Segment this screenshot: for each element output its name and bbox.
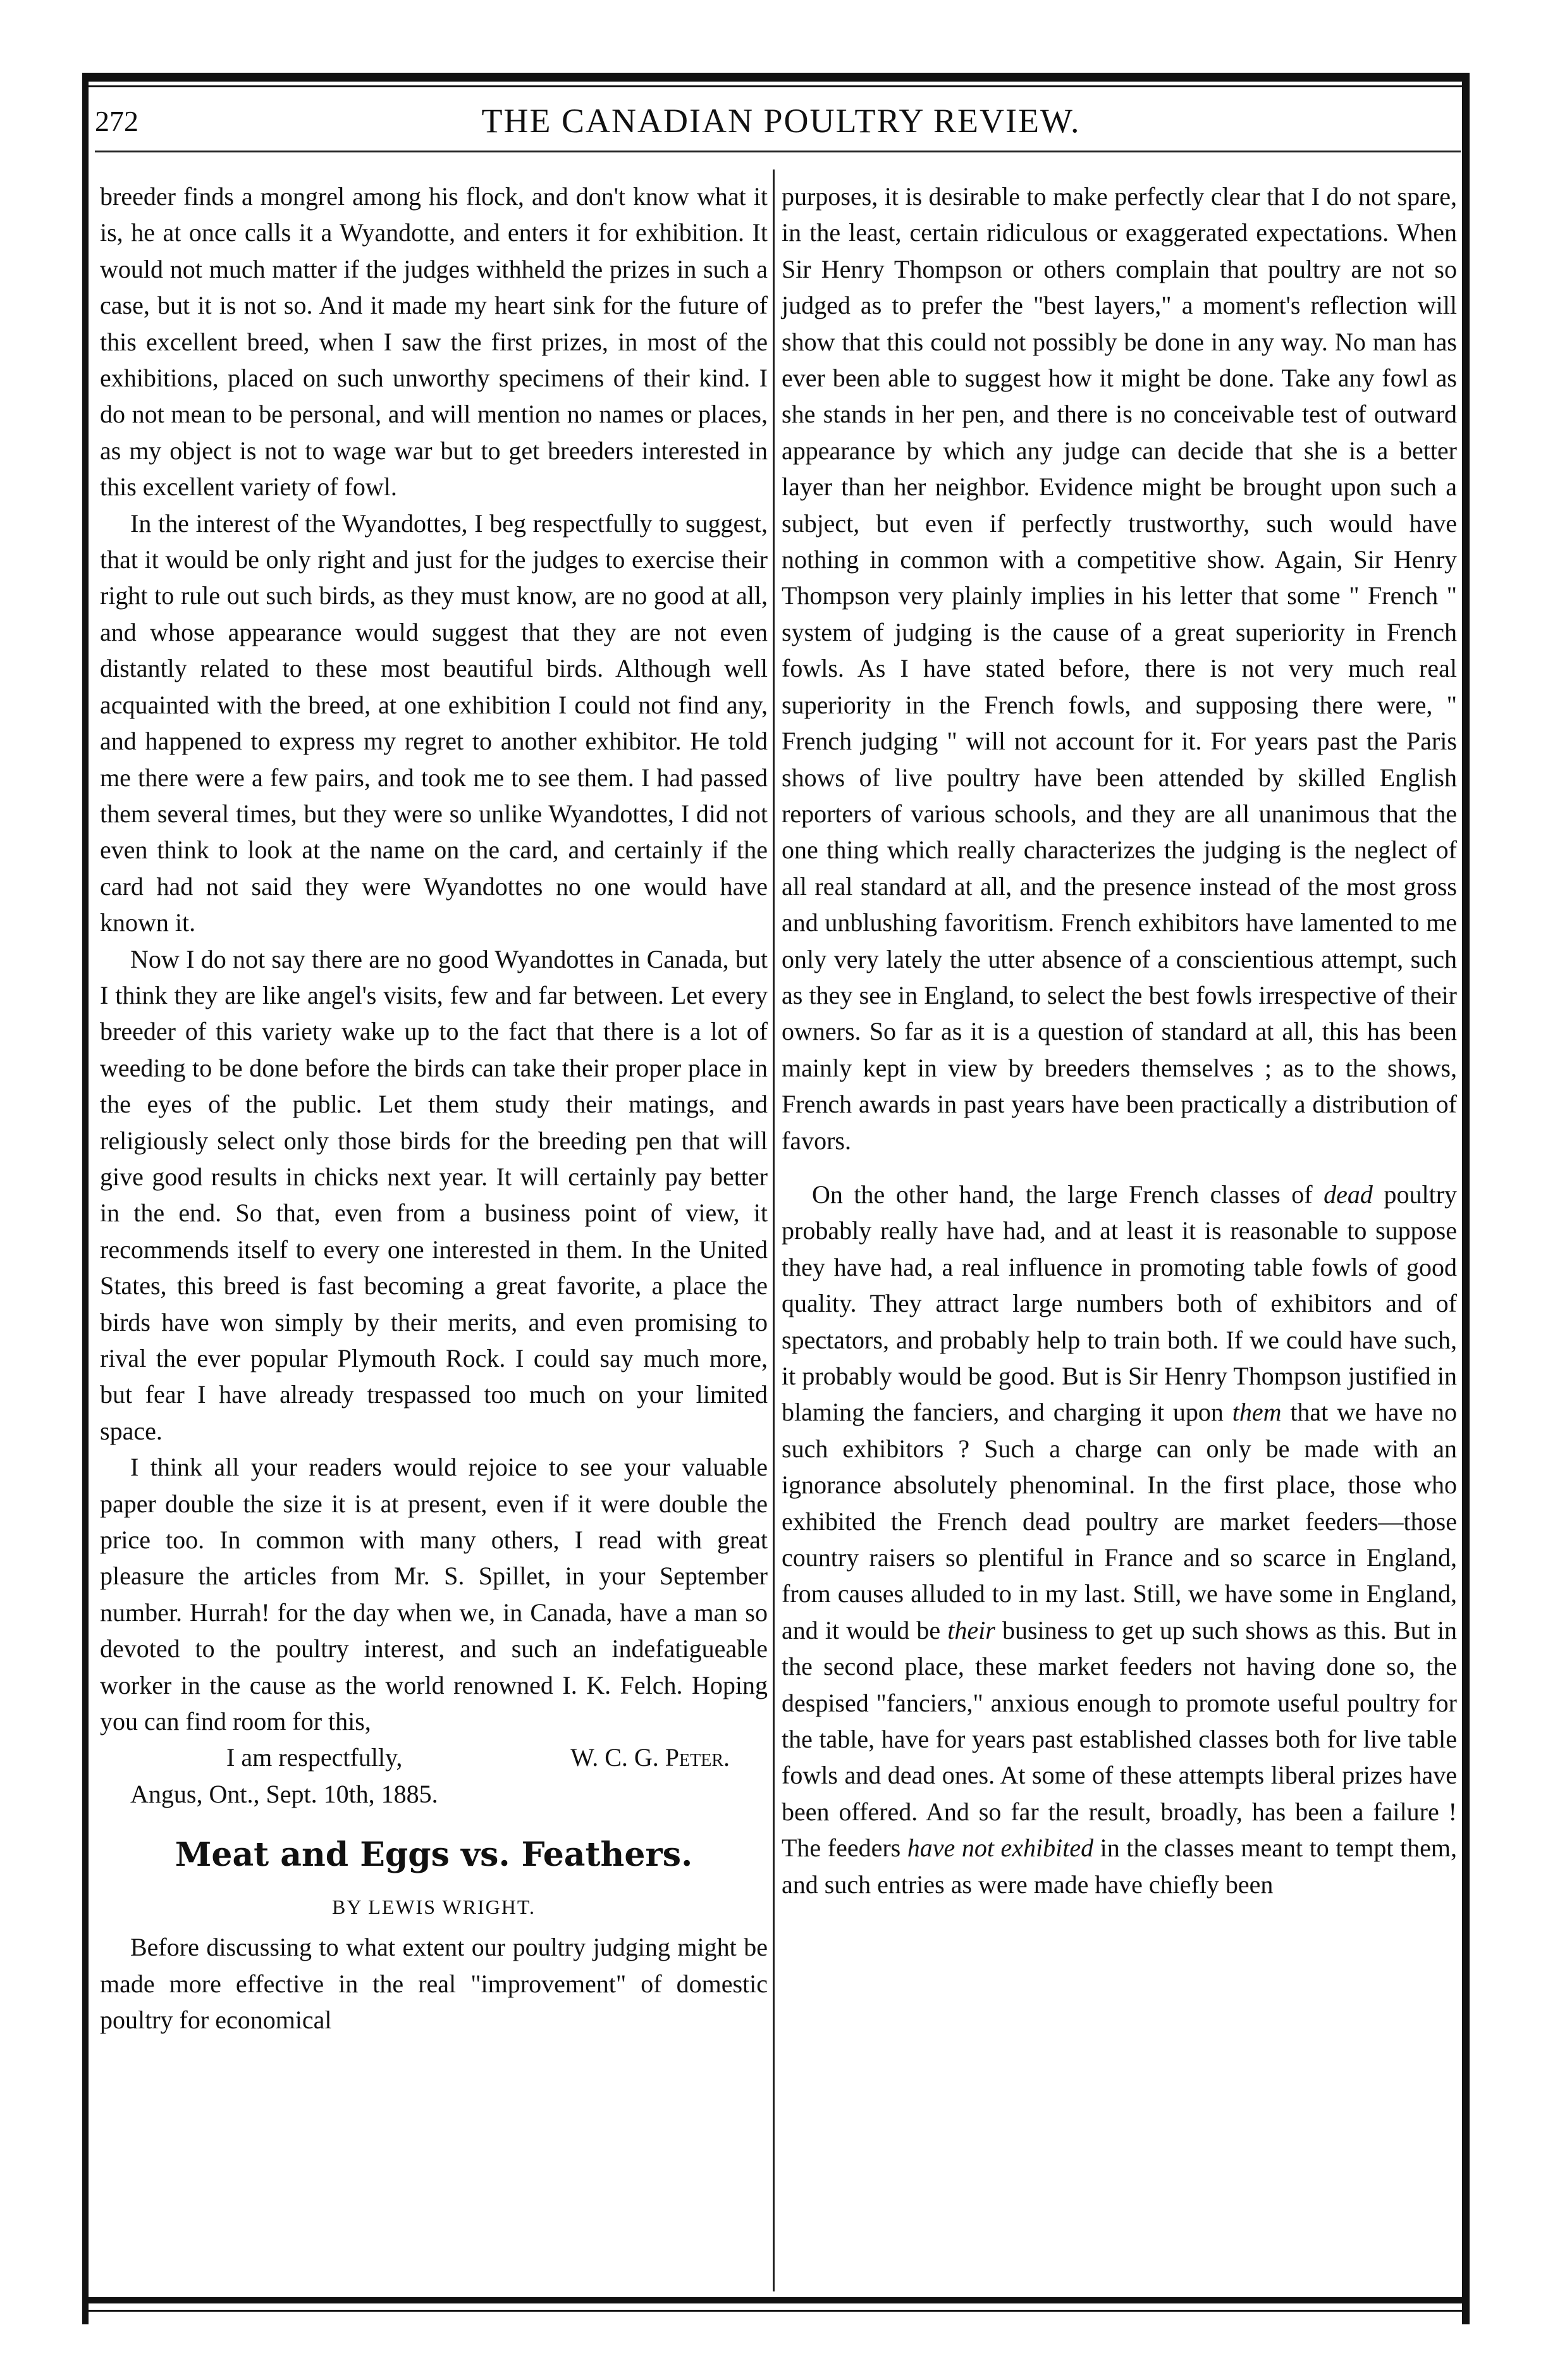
emphasis-text: have not exhibited bbox=[907, 1834, 1094, 1863]
article-paragraph bbox=[782, 1176, 1457, 1902]
text-run: poultry probably really have had, and at least it is reasonable to suppose they have had, a real influence in promoting table fowls of good quality. They attract large numbers both of exhibitors and of spectators, and probably help to train both. If we could have such, it probably would be good. But is Sir Henry Thompson justified in blaming the fanciers, and charging it upon bbox=[782, 1180, 1458, 1427]
top-border-rule bbox=[82, 73, 1467, 82]
text-run: business to get up such shows as this. But in the second place, these market feeders not having done so, the despised "fanciers," anxious enough to promote useful poultry for the table, have for years past established classes both for live table fowls and dead ones. At some of these attempts liberal prizes have been offered. And so far the result, broadly, has been a failure ! The feeders bbox=[782, 1615, 1458, 1863]
article-paragraph: Before discussing to what extent our poultry judging might be made more effective in the real "improvement" of domestic poultry for economical bbox=[100, 1933, 768, 2035]
text-run: in the classes meant to tempt them, and such entries as were made have chiefly been bbox=[782, 1834, 1457, 1899]
article-title: Meat and Eggs vs. Feathers. bbox=[175, 1835, 693, 1875]
right-border bbox=[1462, 73, 1470, 2324]
emphasis-text: their bbox=[947, 1615, 995, 1644]
letter-closing: I am respectfully, bbox=[226, 1743, 403, 1772]
text-run: On the other hand, the large French classes of bbox=[812, 1180, 1324, 1209]
journal-title: THE CANADIAN POULTRY REVIEW. bbox=[481, 102, 1081, 140]
paragraph-gap bbox=[782, 1159, 1457, 1176]
emphasis-text: dead bbox=[1324, 1180, 1373, 1209]
right-column bbox=[782, 178, 1457, 1902]
emphasis-text: them bbox=[1232, 1398, 1282, 1427]
bottom-border-thin bbox=[82, 2310, 1470, 2312]
letter-signature: W. C. G. Peter. bbox=[570, 1743, 730, 1772]
text-run: that we have no such exhibitors ? Such a charge can only be made with an ignorance absolutely phenominal. In the first place, those who exhibited the French dead poultry are market feeders—those country raisers so plentiful in France and so scarce in England, from causes alluded to in my last. Still, we have some in England, and it would be bbox=[782, 1398, 1457, 1644]
bottom-border bbox=[82, 2297, 1470, 2303]
column-divider bbox=[773, 170, 775, 2291]
top-border-thin-rule bbox=[82, 85, 1467, 87]
article-byline: BY LEWIS WRIGHT. bbox=[331, 1896, 536, 1919]
letter-paragraph: Now I do not say there are no good Wyandottes in Canada, but I think they are like angel's visits, few and far between. Let every breeder of this variety wake up to the fact that there is a lot of weeding to be done before the birds can take their proper place in the eyes of the public. Let them study their matings, and religiously select only those birds for the breeding pen that will give good results in chicks next year. It will certainly pay better in the end. So that, even from a business point of view, it recommends itself to every one interested in them. In the United States, this breed is fast becoming a great favorite, a place the birds have won simply by their merits, and even promising to rival the ever popular Plymouth Rock. I could say much more, but fear I have already trespassed too much on your limited space. bbox=[100, 944, 768, 1445]
page-number: 272 bbox=[95, 105, 138, 137]
header-rule bbox=[95, 151, 1461, 152]
letter-paragraph: breeder finds a mongrel among his flock, and don't know what it is, he at once calls it a Wyandotte, and enters it for exhibition. It would not much matter if the judges withheld the prizes in such a case, but it is not so. And it made my heart sink for the future of this excellent breed, when I saw the first prizes, in most of the exhibitions, placed on such unworthy specimens of their kind. I do not mean to be personal, and will mention no names or places, as my object is not to wage war but to get breeders interested in this excellent variety of fowl. bbox=[100, 182, 768, 502]
letter-paragraph: I think all your readers would rejoice to see your valuable paper double the size it is at present, even if it were double the price too. In common with many others, I read with great pleasure the articles from Mr. S. Spillet, in your September number. Hurrah! for the day when we, in Canada, have a man so devoted to the poultry interest, and such an indefatigueable worker in the cause as the world renowned I. K. Felch. Hoping you can find room for this, bbox=[100, 1453, 768, 1736]
letter-paragraph: In the interest of the Wyandottes, I beg respectfully to suggest, that it would be only right and just for the judges to exercise their right to rule out such birds, as they must know, are no good at all, and whose appearance would suggest that they are not even distantly related to these most beautiful birds. Although well acquainted with the breed, at one exhibition I could not find any, and happened to express my regret to another exhibitor. He told me there were a few pairs, and took me to see them. I had passed them several times, but they were so unlike Wyandottes, I did not even think to look at the name on the card, and certainly if the card had not said they were Wyandottes no one would have known it. bbox=[100, 509, 768, 937]
left-column bbox=[100, 178, 768, 2038]
article-paragraph: purposes, it is desirable to make perfectly clear that I do not spare, in the least, certain ridiculous or exaggerated expectations. When Sir Henry Thompson or others complain that poultry are not so judged as to prefer the "best layers," a moment's reflection will show that this could not possibly be done in any way. No man has ever been able to suggest how it might be done. Take any fowl as she stands in her pen, and there is no conceivable test of outward appearance by which any judge can decide that she is a better layer than her neighbor. Evidence might be brought upon such a subject, but even if perfectly trustworthy, such would have nothing in common with a competitive show. Again, Sir Henry Thompson very plainly implies in his letter that some " French " system of judging is the cause of a great superiority in French fowls. As I have stated before, there is not very much real superiority in the French fowls, and supposing there were, " French judging " will not account for it. For years past the Paris shows of live poultry have been attended by skilled English reporters of various schools, and they are all unanimous that the one thing which really characterizes the judging is the neglect of all real standard at all, and the presence instead of the most gross and unblushing favoritism. French exhibitors have lamented to me only very lately the utter absence of a conscientious attempt, such as they see in England, to select the best fowls irrespective of their owners. So far as it is a question of standard at all, this has been mainly kept in view by breeders themselves ; as to the shows, French awards in past years have been practically a distribution of favors. bbox=[782, 182, 1457, 1155]
letter-signoff bbox=[100, 1739, 768, 1775]
left-border bbox=[82, 73, 89, 2324]
letter-dateline: Angus, Ont., Sept. 10th, 1885. bbox=[130, 1779, 438, 1808]
